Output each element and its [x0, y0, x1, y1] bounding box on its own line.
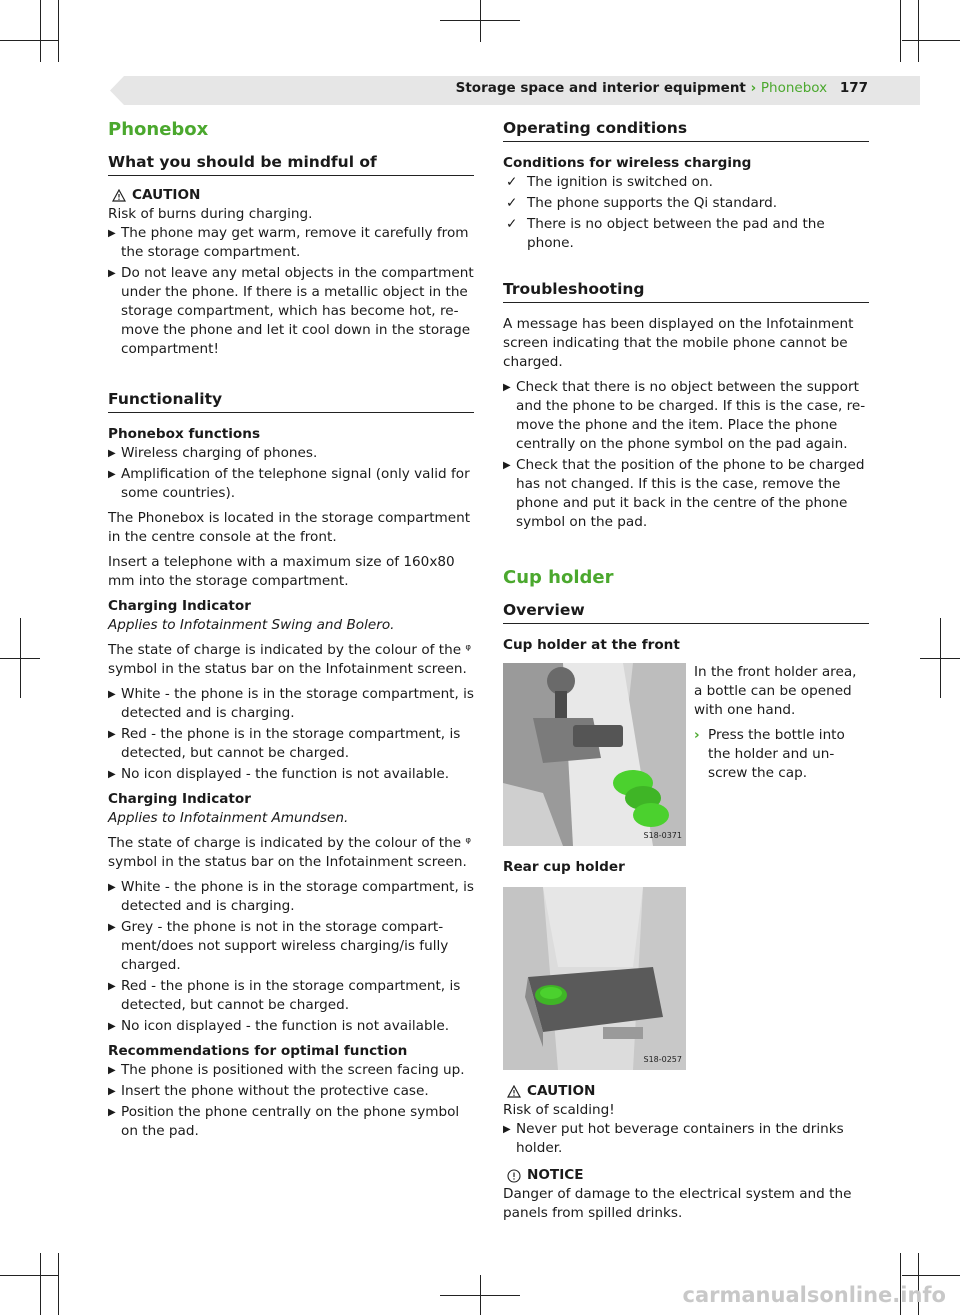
- indicator-list-2: [108, 878, 474, 1036]
- functions-list: [108, 444, 474, 503]
- arrow-bullet-icon: ▶: [108, 228, 116, 239]
- arrow-bullet-icon: ▶: [503, 1124, 511, 1135]
- location-text: The Phonebox is located in the storage compartment in the centre console at the front.: [108, 510, 471, 545]
- insert-text: Insert a telephone with a maximum size of 160x80 mm into the storage compartment.: [108, 554, 455, 589]
- chevron-right-icon: ›: [694, 727, 700, 743]
- caution-list: [108, 224, 474, 359]
- front-cup-holder-illustration: [503, 663, 686, 846]
- arrow-bullet-icon: ▶: [108, 1021, 116, 1032]
- functions-title: Phonebox functions: [108, 426, 261, 442]
- applies-text-1: Applies to Infotainment Swing and Bolero.: [108, 617, 395, 633]
- list-item: ▶ No icon displayed - the function is not available.: [108, 1018, 450, 1034]
- list-item: ▶ Do not leave any metal objects in the compartment under the phone. If there is a metallic object in the storage compartment, which has become hot, re-move the phone and let it cool down in the storage compartment!: [108, 265, 474, 357]
- checkmark-icon: ✓: [506, 174, 518, 190]
- caution-label: CAUTION: [132, 187, 201, 203]
- functionality-heading: Functionality: [108, 389, 474, 413]
- caution-text: Risk of burns during charging.: [108, 206, 313, 222]
- cup-holder-title: Cup holder: [503, 567, 614, 588]
- phonebox-title: Phonebox: [108, 119, 209, 140]
- arrow-bullet-icon: ▶: [108, 882, 116, 893]
- troubleshooting-text: A message has been displayed on the Infotainment screen indicating that the mobile phone cannot be charged.: [503, 316, 854, 370]
- applies-text-2: Applies to Infotainment Amundsen.: [108, 810, 349, 826]
- caution-text: Risk of scalding!: [503, 1102, 615, 1118]
- list-item: ▶ Grey - the phone is not in the storage compart-ment/does not support wireless charging/is fully charged.: [108, 919, 449, 973]
- info-circle-icon: [507, 1169, 521, 1183]
- front-step: › Press the bottle into the holder and un-screw the cap.: [694, 727, 845, 781]
- list-item: ▶ Wireless charging of phones.: [108, 445, 318, 461]
- caution-header: [108, 186, 474, 205]
- rear-cup-holder-image: [503, 887, 686, 1070]
- charge-state-text-1: The state of charge is indicated by the colour of the ᵠ symbol in the status bar on the Infotainment screen.: [108, 642, 472, 677]
- header-section: Storage space and interior equipment: [455, 80, 746, 96]
- page-number: 177: [839, 80, 868, 96]
- arrow-bullet-icon: ▶: [108, 981, 116, 992]
- right-column: [503, 118, 869, 1229]
- list-item: ▶ Position the phone centrally on the phone symbol on the pad.: [108, 1104, 460, 1139]
- arrow-bullet-icon: ▶: [503, 382, 511, 393]
- rear-cup-title: Rear cup holder: [503, 859, 625, 875]
- conditions-list: [503, 173, 869, 253]
- list-item: ✓ The phone supports the Qi standard.: [506, 195, 778, 211]
- recommendations-title: Recommendations for optimal function: [108, 1043, 408, 1059]
- warning-icon: [507, 1085, 521, 1098]
- charging-indicator-title-1: Charging Indicator: [108, 598, 251, 614]
- arrow-bullet-icon: ▶: [108, 922, 116, 933]
- list-item: ✓ The ignition is switched on.: [506, 174, 713, 190]
- notice-header: [503, 1166, 869, 1185]
- front-text: In the front holder area, a bottle can be opened with one hand.: [694, 664, 857, 718]
- list-item: ✓ There is no object between the pad and the phone.: [506, 216, 825, 251]
- front-cup-title: Cup holder at the front: [503, 637, 680, 653]
- running-header: [456, 80, 868, 96]
- charging-indicator-title-2: Charging Indicator: [108, 791, 251, 807]
- list-item: ▶ White - the phone is in the storage compartment, is detected and is charging.: [108, 879, 475, 914]
- figure-code: S18-0371: [643, 831, 682, 840]
- notice-label: NOTICE: [527, 1167, 584, 1183]
- list-item: ▶ White - the phone is in the storage compartment, is detected and is charging.: [108, 686, 475, 721]
- checkmark-icon: ✓: [506, 195, 518, 211]
- front-figure-text: [694, 663, 869, 846]
- arrow-bullet-icon: ▶: [108, 769, 116, 780]
- checkmark-icon: ✓: [506, 216, 518, 232]
- operating-heading: Operating conditions: [503, 118, 869, 142]
- list-item: ▶ Check that there is no object between the support and the phone to be charged. If this is the case, re-move the phone and the item. Place the phone centrally on the phone symbol on the pad again.: [503, 379, 866, 452]
- arrow-bullet-icon: ▶: [108, 689, 116, 700]
- list-item: ▶ The phone is positioned with the screen facing up.: [108, 1062, 465, 1078]
- arrow-bullet-icon: ▶: [108, 1107, 116, 1118]
- troubleshooting-list: [503, 378, 869, 532]
- arrow-bullet-icon: ▶: [108, 1086, 116, 1097]
- watermark: carmanualsonline.info: [682, 1283, 946, 1307]
- arrow-bullet-icon: ▶: [108, 448, 116, 459]
- warning-icon: [112, 189, 126, 202]
- indicator-list-1: [108, 685, 474, 784]
- mindful-heading: What you should be mindful of: [108, 152, 474, 176]
- list-item: ▶ Red - the phone is in the storage compartment, is detected, but cannot be charged.: [108, 726, 461, 761]
- caution-list: [503, 1120, 869, 1158]
- charge-state-text-2: The state of charge is indicated by the colour of the ᵠ symbol in the status bar on the Infotainment screen.: [108, 835, 472, 870]
- front-cup-holder-image: [503, 663, 686, 846]
- overview-heading: Overview: [503, 600, 869, 624]
- rear-cup-holder-illustration: [503, 887, 686, 1070]
- left-column: [108, 118, 474, 1147]
- arrow-bullet-icon: ▶: [108, 469, 116, 480]
- wireless-title: Conditions for wireless charging: [503, 155, 752, 171]
- notice-text: Danger of damage to the electrical system and the panels from spilled drinks.: [503, 1186, 852, 1221]
- list-item: ▶ Insert the phone without the protective case.: [108, 1083, 429, 1099]
- troubleshooting-heading: Troubleshooting: [503, 279, 869, 303]
- arrow-bullet-icon: ▶: [108, 268, 116, 279]
- figure-code: S18-0257: [643, 1055, 682, 1064]
- caution-label: CAUTION: [527, 1083, 596, 1099]
- list-item: ▶ Never put hot beverage containers in the drinks holder.: [503, 1121, 844, 1156]
- front-figure-row: [503, 663, 869, 846]
- list-item: ▶ Red - the phone is in the storage compartment, is detected, but cannot be charged.: [108, 978, 461, 1013]
- list-item: ▶ No icon displayed - the function is not available.: [108, 766, 450, 782]
- list-item: ▶ Check that the position of the phone to be charged has not changed. If this is the case, remove the phone and put it back in the centre of the phone symbol on the pad.: [503, 457, 865, 530]
- header-separator: ›: [750, 80, 757, 96]
- list-item: ▶ The phone may get warm, remove it carefully from the storage compartment.: [108, 225, 469, 260]
- list-item: ▶ Amplification of the telephone signal (only valid for some countries).: [108, 466, 470, 501]
- arrow-bullet-icon: ▶: [503, 460, 511, 471]
- arrow-bullet-icon: ▶: [108, 729, 116, 740]
- arrow-bullet-icon: ▶: [108, 1065, 116, 1076]
- header-chapter: Phonebox: [760, 80, 828, 96]
- recommendations-list: [108, 1061, 474, 1141]
- caution-header: [503, 1082, 869, 1101]
